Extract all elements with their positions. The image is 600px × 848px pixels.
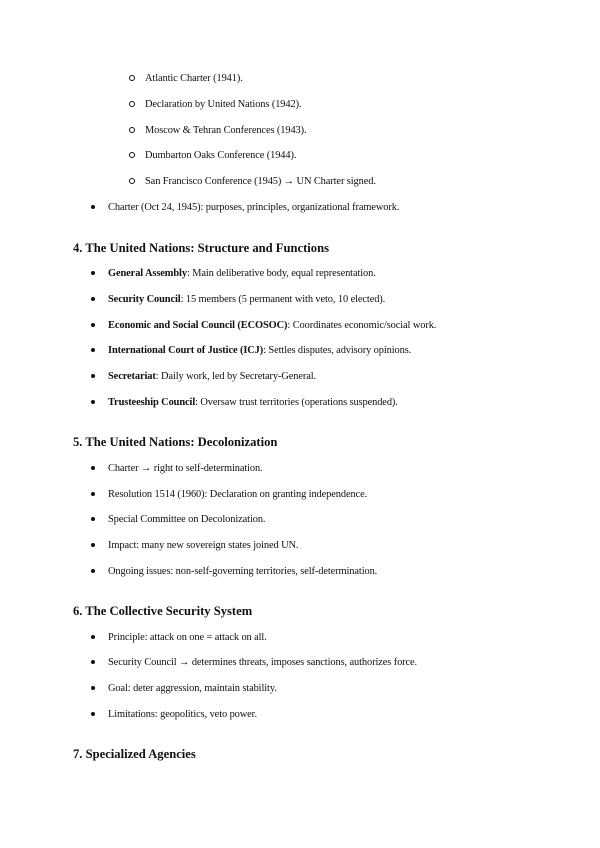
bullet-icon xyxy=(91,543,95,547)
sub-bullet-item: Dumbarton Oaks Conference (1944). xyxy=(145,150,297,161)
list-item: Limitations: geopolitics, veto power. xyxy=(108,709,257,720)
term-description: : Main deliberative body, equal representation. xyxy=(186,268,376,279)
term-description: : Coordinates economic/social work. xyxy=(287,320,437,331)
list-item: Ongoing issues: non-self-governing territories, self-determination. xyxy=(108,566,378,577)
sub-bullet-item: Moscow & Tehran Conferences (1943). xyxy=(145,125,307,136)
sub-bullet-item: Declaration by United Nations (1942). xyxy=(145,99,302,110)
bullet-icon xyxy=(91,492,95,496)
bullet-icon xyxy=(91,517,95,521)
term: International Court of Justice (ICJ) xyxy=(108,345,264,356)
section-heading: 5. The United Nations: Decolonization xyxy=(73,435,278,449)
list-item: Impact: many new sovereign states joined UN. xyxy=(108,540,299,551)
sub-bullet-item: Atlantic Charter (1941). xyxy=(145,73,243,84)
list-item xyxy=(108,319,436,333)
list-item: Special Committee on Decolonization. xyxy=(108,514,266,525)
list-item xyxy=(108,370,316,384)
bullet-icon xyxy=(91,323,95,327)
list-item: Charter → right to self-determination. xyxy=(108,463,263,474)
section-heading: 6. The Collective Security System xyxy=(73,604,253,618)
bullet-icon xyxy=(91,205,95,209)
term-description: : Settles disputes, advisory opinions. xyxy=(263,345,412,356)
term-description: : Daily work, led by Secretary-General. xyxy=(155,371,317,382)
bullet-icon xyxy=(91,348,95,352)
bullet-icon xyxy=(91,374,95,378)
list-item: Resolution 1514 (1960): Declaration on granting independence. xyxy=(108,489,368,500)
hollow-bullet-icon xyxy=(129,127,135,133)
term: Economic and Social Council (ECOSOC) xyxy=(108,320,288,331)
list-item xyxy=(108,293,385,307)
bullet-icon xyxy=(91,569,95,573)
term: Secretariat xyxy=(108,371,156,382)
list-item: Charter (Oct 24, 1945): purposes, principles, organizational framework. xyxy=(108,202,400,213)
hollow-bullet-icon xyxy=(129,152,135,158)
hollow-bullet-icon xyxy=(129,178,135,184)
section-heading: 4. The United Nations: Structure and Functions xyxy=(73,241,329,255)
bullet-icon xyxy=(91,271,95,275)
sub-bullet-item: San Francisco Conference (1945) → UN Charter signed. xyxy=(145,176,376,187)
list-item: Principle: attack on one = attack on all. xyxy=(108,632,267,643)
bullet-icon xyxy=(91,660,95,664)
list-item: Security Council → determines threats, imposes sanctions, authorizes force. xyxy=(108,657,418,668)
term-description: : 15 members (5 permanent with veto, 10 elected). xyxy=(180,294,386,305)
term-description: : Oversaw trust territories (operations suspended). xyxy=(195,397,398,408)
bullet-icon xyxy=(91,686,95,690)
section-heading: 7. Specialized Agencies xyxy=(73,747,196,761)
bullet-icon xyxy=(91,297,95,301)
list-item xyxy=(108,267,376,281)
term: Trusteeship Council xyxy=(108,397,196,408)
list-item: Goal: deter aggression, maintain stability. xyxy=(108,683,277,694)
bullet-icon xyxy=(91,466,95,470)
term: General Assembly xyxy=(108,268,187,279)
hollow-bullet-icon xyxy=(129,75,135,81)
hollow-bullet-icon xyxy=(129,101,135,107)
term: Security Council xyxy=(108,294,181,305)
bullet-icon xyxy=(91,400,95,404)
list-item xyxy=(108,396,398,410)
list-item xyxy=(108,344,411,358)
bullet-icon xyxy=(91,635,95,639)
bullet-icon xyxy=(91,712,95,716)
